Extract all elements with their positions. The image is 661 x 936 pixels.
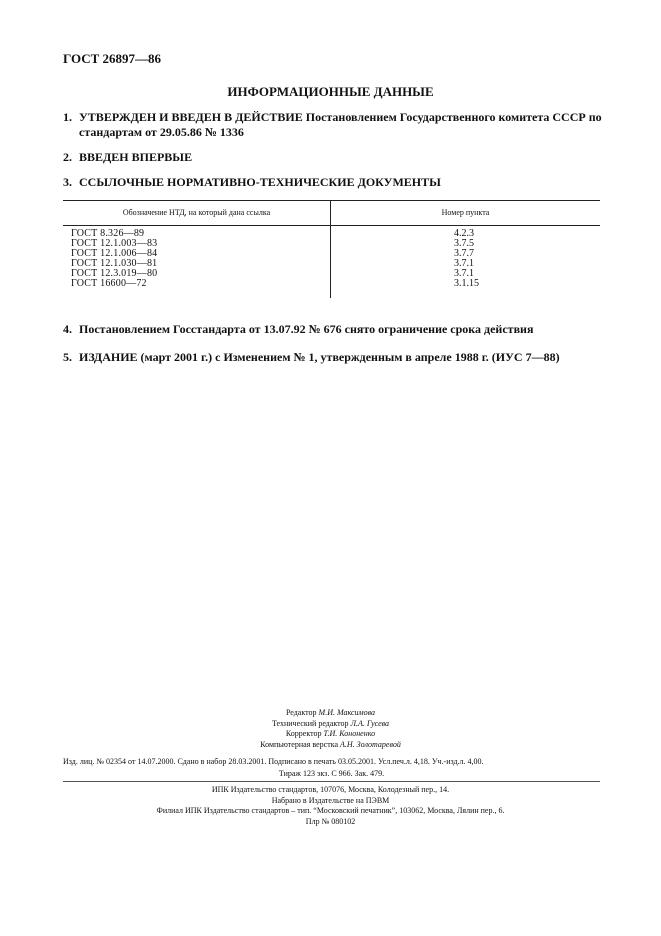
table-cell-document: ГОСТ 12.1.030—81 xyxy=(71,258,158,269)
publishing-rule xyxy=(63,781,600,782)
tech-editor-label: Технический редактор xyxy=(271,718,349,728)
section-text: ВВЕДЕН ВПЕРВЫЕ xyxy=(79,150,193,164)
imprint-corrector xyxy=(0,729,661,740)
section-number: 1. xyxy=(63,110,72,124)
table-header-point: Номер пункта xyxy=(441,208,490,217)
corrector-name: Т.И. Кононенко xyxy=(323,729,376,738)
table-cell-document: ГОСТ 12.1.003—83 xyxy=(71,238,158,249)
imprint-editors xyxy=(0,708,661,750)
table-cell-document: ГОСТ 8.326—89 xyxy=(71,228,145,239)
table-cell-point: 3.7.1 xyxy=(454,258,474,269)
layout-name: А.Н. Золотаревой xyxy=(340,739,401,749)
print-run-details: Тираж 123 экз. С 966. Зак. 479. xyxy=(278,769,385,778)
section-number: 5. xyxy=(63,350,72,364)
footer-line: Набрано в Издательстве на ПЭВМ xyxy=(271,795,390,805)
footer-line: Филиал ИПК Издательство стандартов – тип. “Московский печатник”, 103062, Москва, Лялин пер., 6. xyxy=(156,806,505,815)
footer-line: ИПК Издательство стандартов, 107076, Москва, Колодезный пер., 14. xyxy=(211,785,450,794)
section-1 xyxy=(63,110,611,140)
imprint-editor xyxy=(0,708,661,719)
publishing-details: Изд. лиц. № 02354 от 14.07.2000. Сдано в набор 28.03.2001. Подписано в печать 03.05.2001. Усл.печ.л. 4,18. Уч.-изд.л. 4,00. xyxy=(63,757,484,766)
section-number: 4. xyxy=(63,322,72,336)
section-text: ИЗДАНИЕ (март 2001 г.) с Изменением № 1, утвержденным в апреле 1988 г. (ИУС 7—88) xyxy=(79,350,560,364)
section-number: 3. xyxy=(63,175,72,189)
editor-label: Редактор xyxy=(285,708,317,717)
table-cell-point: 3.7.5 xyxy=(454,238,474,249)
imprint-layout xyxy=(0,740,661,751)
table-top-rule xyxy=(63,200,600,201)
corrector-label: Корректор xyxy=(285,729,322,738)
footer-line: Плр № 080102 xyxy=(305,816,356,826)
editor-name: М.И. Максимова xyxy=(318,708,376,717)
table-cell-point: 3.7.7 xyxy=(454,248,474,259)
table-cell-document: ГОСТ 12.1.006—84 xyxy=(71,248,158,259)
info-title: ИНФОРМАЦИОННЫЕ ДАННЫЕ xyxy=(227,84,434,99)
table-cell-document: ГОСТ 12.3.019—80 xyxy=(71,268,158,279)
section-4 xyxy=(63,322,611,337)
imprint-tech-editor xyxy=(0,719,661,730)
table-cell-point: 3.1.15 xyxy=(454,278,479,289)
table-cell-point: 3.7.1 xyxy=(454,268,474,279)
layout-label: Компьютерная верстка xyxy=(260,739,339,749)
table-header-document: Обозначение НТД, на который дана ссылка xyxy=(122,208,271,217)
section-text-cont: стандартам от 29.05.86 № 1336 xyxy=(79,125,244,139)
section-5 xyxy=(63,350,611,365)
table-cell-point: 4.2.3 xyxy=(454,228,474,239)
section-text: ССЫЛОЧНЫЕ НОРМАТИВНО-ТЕХНИЧЕСКИЕ ДОКУМЕНТЫ xyxy=(79,175,441,189)
table-cell-document: ГОСТ 16600—72 xyxy=(71,278,147,289)
section-2 xyxy=(63,150,611,165)
publisher-footer xyxy=(0,785,661,827)
section-number: 2. xyxy=(63,150,72,164)
section-3 xyxy=(63,175,611,190)
document-code: ГОСТ 26897—86 xyxy=(63,51,162,66)
table-row xyxy=(63,279,600,289)
tech-editor-name: Л.А. Гусева xyxy=(350,718,390,728)
section-text: УТВЕРЖДЕН И ВВЕДЕН В ДЕЙСТВИЕ Постановлением Государственного комитета СССР по xyxy=(79,110,602,124)
section-text: Постановлением Госстандарта от 13.07.92 № 676 снято ограничение срока действия xyxy=(79,322,534,336)
table-header-rule xyxy=(63,225,600,226)
